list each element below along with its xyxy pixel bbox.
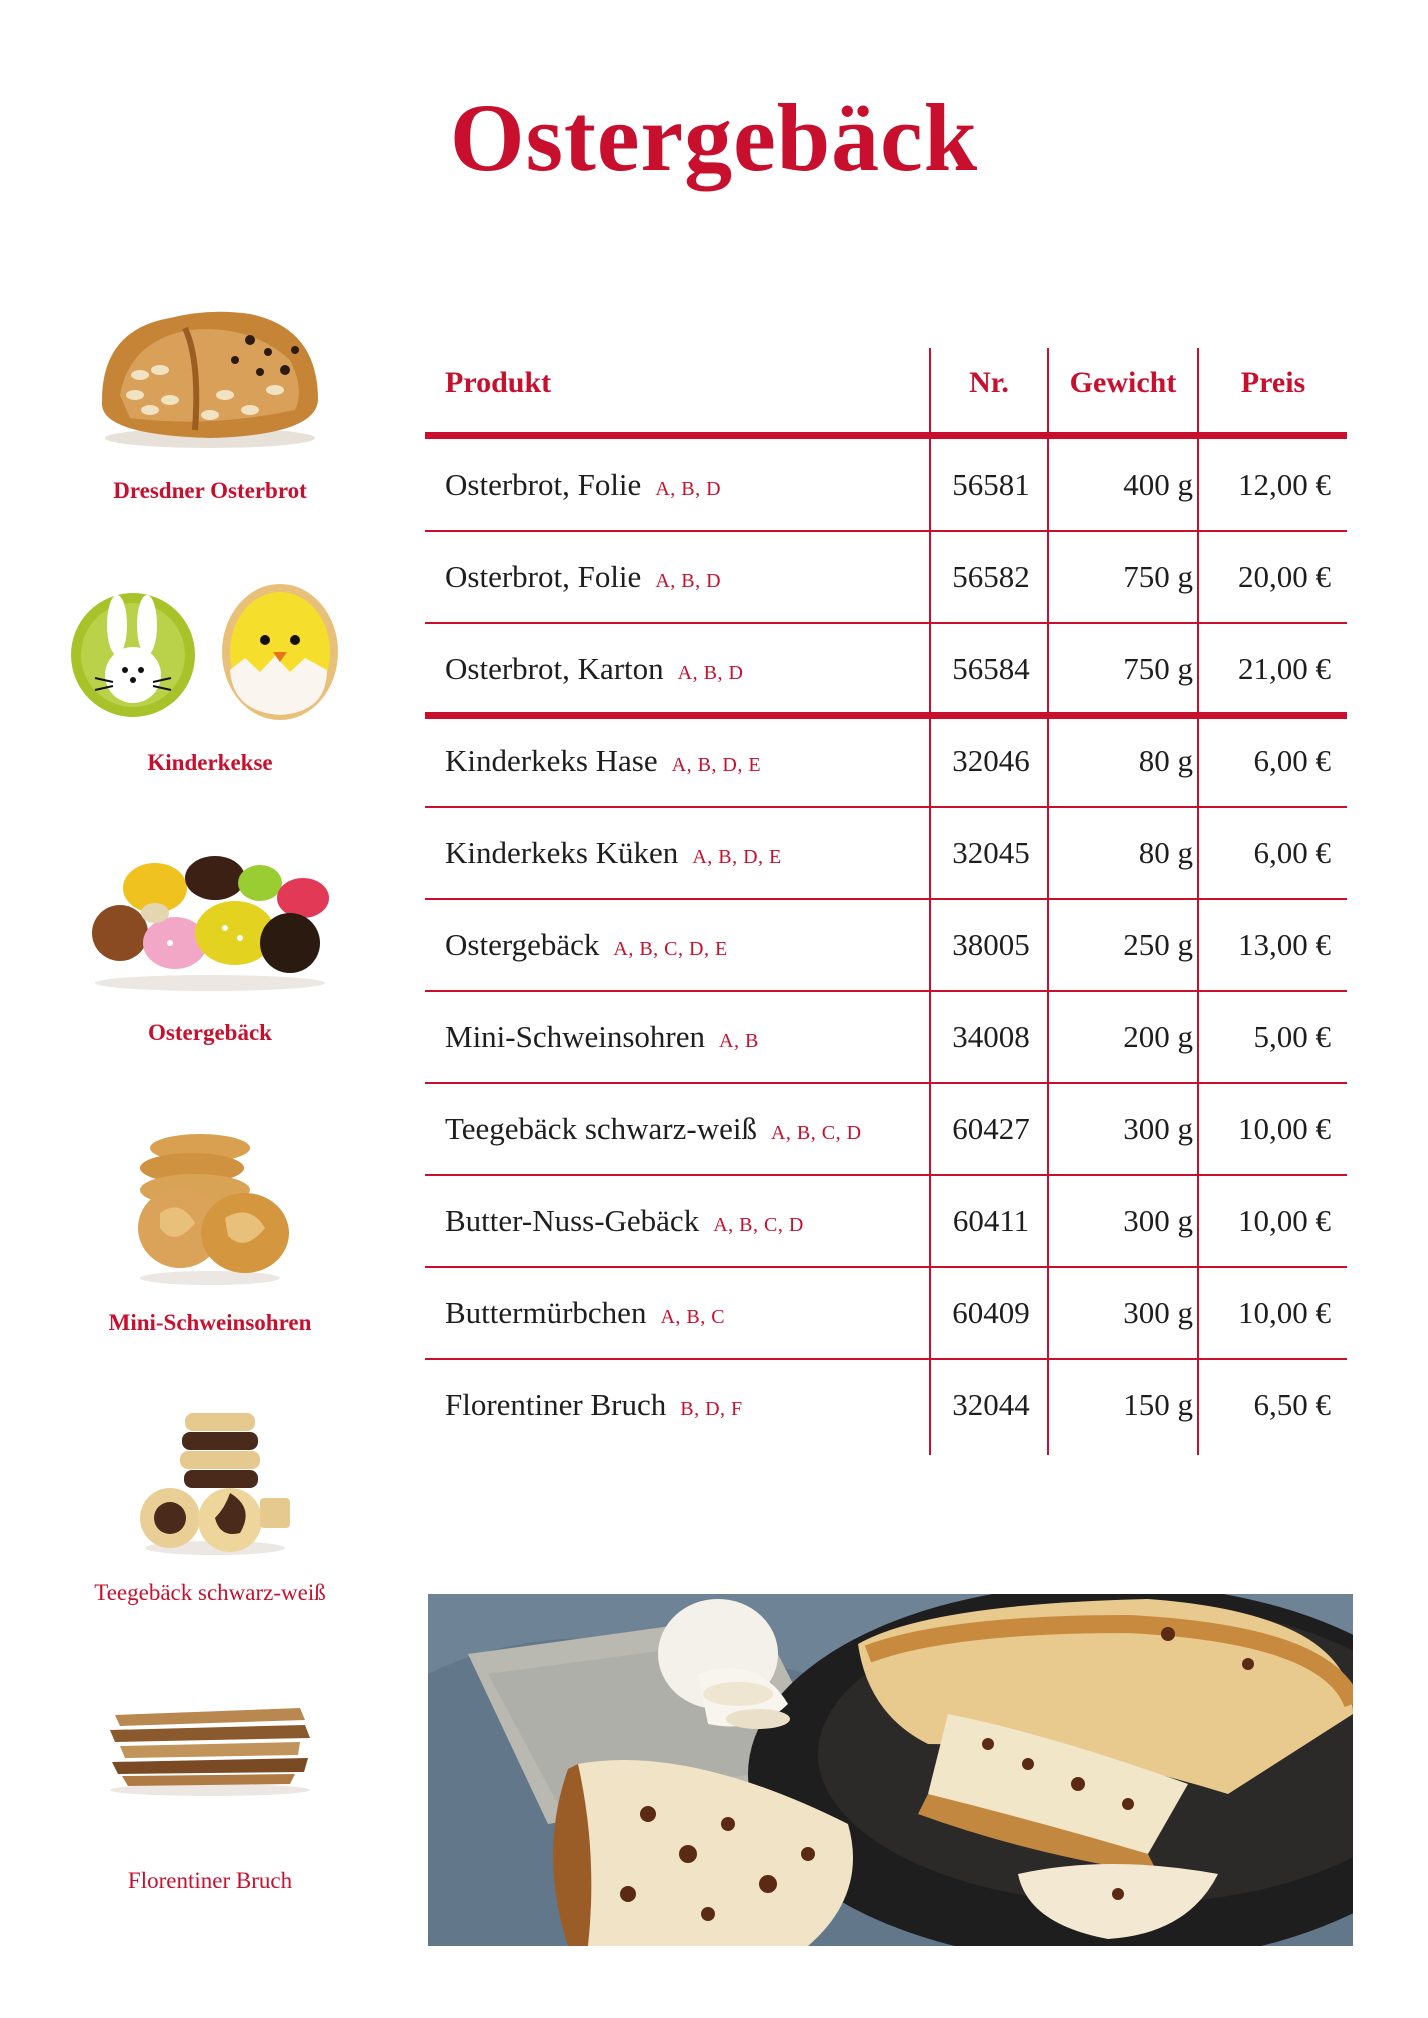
product-kinderkekse [60, 575, 360, 775]
allergen-codes: A, B, D [655, 478, 722, 500]
price: 21,00 € [1238, 651, 1331, 686]
price: 20,00 € [1238, 559, 1331, 594]
caption-dresdner-osterbrot: Dresdner Osterbrot [113, 478, 307, 503]
product-name-cell [445, 1267, 945, 1359]
price-table [425, 348, 1347, 1455]
allergen-codes: A, B, C, D [770, 1122, 862, 1144]
product-name: Kinderkeks Küken [445, 835, 679, 870]
product-florentiner-bruch [60, 1700, 360, 1900]
product-name-cell [445, 807, 945, 899]
allergen-codes: A, B [719, 1030, 759, 1052]
assorted-easter-cookies-icon [75, 843, 345, 993]
product-name-cell [445, 1175, 945, 1267]
product-dresdner-osterbrot [60, 300, 360, 520]
product-name-cell [445, 531, 945, 623]
table-row [425, 439, 1347, 531]
price: 10,00 € [1238, 1111, 1331, 1146]
product-mini-schweinsohren [60, 1128, 360, 1338]
article-number: 60409 [952, 1295, 1030, 1330]
header-weight: Gewicht [1069, 366, 1177, 399]
caption-kinderkekse: Kinderkekse [147, 750, 273, 775]
product-name-cell [445, 991, 945, 1083]
weight: 80 g [1138, 743, 1193, 778]
palmier-pastries-icon [120, 1128, 300, 1288]
price: 13,00 € [1238, 927, 1331, 962]
weight: 400 g [1123, 467, 1193, 502]
article-number: 38005 [952, 927, 1030, 962]
article-number: 34008 [952, 1019, 1030, 1054]
product-name-cell [445, 1359, 945, 1451]
product-name: Ostergebäck [445, 927, 600, 962]
product-name-cell [445, 623, 945, 715]
caption-florentiner-bruch: Florentiner Bruch [127, 1868, 293, 1893]
caption-mini-schweinsohren: Mini-Schweinsohren [108, 1310, 312, 1335]
weight: 80 g [1138, 835, 1193, 870]
allergen-codes: A, B, D [655, 570, 722, 592]
weight: 750 g [1123, 559, 1193, 594]
header-nr: Nr. [969, 366, 1009, 399]
price: 6,00 € [1253, 835, 1331, 870]
price: 6,50 € [1253, 1387, 1331, 1422]
product-name: Florentiner Bruch [445, 1387, 667, 1422]
product-name-cell [445, 1083, 945, 1175]
allergen-codes: A, B, C, D [713, 1214, 804, 1236]
black-white-tea-cookies-icon [120, 1408, 300, 1558]
product-name-cell [445, 715, 945, 807]
table-row [425, 991, 1347, 1083]
price: 10,00 € [1238, 1295, 1331, 1330]
weight: 300 g [1123, 1295, 1193, 1330]
article-number: 32045 [952, 835, 1030, 870]
allergen-codes: A, B, D, E [692, 846, 782, 868]
product-name-cell [445, 899, 945, 991]
sweet-bread-loaf-icon [90, 300, 330, 450]
product-name: Mini-Schweinsohren [445, 1019, 706, 1054]
table-row [425, 715, 1347, 807]
table-row [425, 623, 1347, 715]
article-number: 56582 [952, 559, 1030, 594]
table-row [425, 1083, 1347, 1175]
caption-teegebaeck-schwarz-weiss: Teegebäck schwarz-weiß [94, 1580, 326, 1605]
price: 5,00 € [1253, 1019, 1331, 1054]
weight: 300 g [1123, 1203, 1193, 1238]
product-name: Osterbrot, Karton [445, 651, 664, 686]
article-number: 32044 [952, 1387, 1030, 1422]
article-number: 32046 [952, 743, 1030, 778]
header-product: Produkt [445, 366, 552, 399]
table-row [425, 807, 1347, 899]
easter-bread-in-pan-photo [428, 1594, 1353, 1946]
price: 12,00 € [1238, 467, 1331, 502]
article-number: 56581 [952, 467, 1030, 502]
caption-ostergebaeck: Ostergebäck [148, 1020, 272, 1045]
product-name: Kinderkeks Hase [445, 743, 658, 778]
florentine-pieces-icon [100, 1700, 320, 1800]
weight: 300 g [1123, 1111, 1193, 1146]
allergen-codes: A, B, D [677, 662, 744, 684]
article-number: 56584 [952, 651, 1030, 686]
weight: 750 g [1123, 651, 1193, 686]
table-row [425, 1175, 1347, 1267]
price: 10,00 € [1238, 1203, 1331, 1238]
weight: 200 g [1123, 1019, 1193, 1054]
product-teegebaeck-schwarz-weiss [60, 1408, 360, 1608]
weight: 250 g [1123, 927, 1193, 962]
table-row [425, 531, 1347, 623]
article-number: 60411 [952, 1203, 1030, 1238]
allergen-codes: A, B, C, D, E [613, 938, 728, 960]
allergen-codes: B, D, F [680, 1398, 743, 1420]
table-row [425, 1359, 1347, 1451]
product-name: Osterbrot, Folie [445, 467, 642, 502]
product-name: Buttermürbchen [445, 1295, 647, 1330]
product-name: Butter-Nuss-Gebäck [445, 1203, 700, 1238]
price: 6,00 € [1253, 743, 1331, 778]
article-number: 60427 [952, 1111, 1030, 1146]
page-title: Ostergebäck [449, 84, 979, 191]
allergen-codes: A, B, D, E [671, 754, 762, 776]
allergen-codes: A, B, C [660, 1306, 726, 1328]
bunny-and-chick-cookies-icon [65, 580, 355, 730]
product-ostergebaeck [60, 838, 360, 1048]
header-rule [425, 432, 1347, 439]
product-name: Teegebäck schwarz-weiß [445, 1111, 757, 1146]
header-price: Preis [1240, 366, 1306, 399]
product-name-cell [445, 439, 945, 531]
table-row [425, 899, 1347, 991]
product-name: Osterbrot, Folie [445, 559, 642, 594]
weight: 150 g [1123, 1387, 1193, 1422]
table-row [425, 1267, 1347, 1359]
